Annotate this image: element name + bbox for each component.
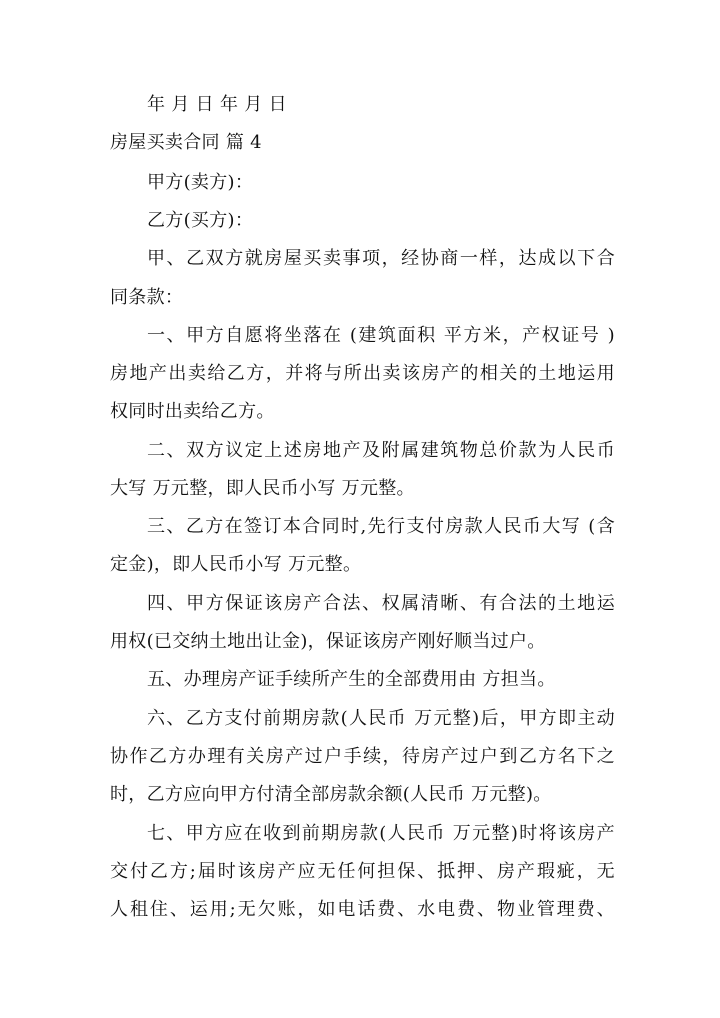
clause-7-line-1: 七、甲方应在收到前期房款(人民币 万元整)时将该房产 — [147, 823, 615, 844]
clause-2-line-1: 二、双方议定上述房地产及附属建筑物总价款为人民币 — [147, 440, 615, 461]
clause-2-line-2: 大写 万元整，即人民币小写 万元整。 — [110, 478, 415, 499]
clause-7-line-2: 交付乙方;届时该房产应无任何担保、抵押、房产瑕疵，无 — [110, 861, 615, 882]
intro-paragraph-line-1: 甲、乙双方就房屋买卖事项，经协商一样，达成以下合 — [147, 248, 615, 269]
party-a-line: 甲方(卖方)： — [147, 172, 254, 193]
clause-6-line-3: 时，乙方应向甲方付清全部房款余额(人民币 万元整)。 — [110, 784, 552, 805]
clause-6-line-2: 协作乙方办理有关房产过户手续，待房产过户到乙方名下之 — [110, 746, 615, 767]
clause-1-line-3: 权同时出卖给乙方。 — [110, 401, 275, 422]
clause-7-line-3: 人租住、运用;无欠账，如电话费、水电费、物业管理费、 — [110, 899, 615, 920]
clause-4-line-1: 四、甲方保证该房产合法、权属清晰、有合法的土地运 — [147, 593, 615, 614]
clause-1-line-1: 一、甲方自愿将坐落在 (建筑面积 平方米，产权证号 ) — [147, 325, 615, 346]
party-b-line: 乙方(买方)： — [147, 210, 254, 231]
clause-4-line-2: 用权(已交纳土地出让金)，保证该房产刚好顺当过户。 — [110, 631, 546, 652]
clause-3-line-1: 三、乙方在签订本合同时,先行支付房款人民币大写 (含 — [147, 516, 615, 537]
intro-paragraph-line-2: 同条款： — [110, 287, 184, 308]
clause-1-line-2: 房地产出卖给乙方，并将与所出卖该房产的相关的土地运用 — [110, 363, 615, 384]
clause-5-line-1: 五、办理房产证手续所产生的全部费用由 方担当。 — [147, 669, 556, 690]
clause-6-line-1: 六、乙方支付前期房款(人民币 万元整)后，甲方即主动 — [147, 708, 615, 729]
clause-3-line-2: 定金)，即人民币小写 万元整。 — [110, 554, 362, 575]
contract-title: 房屋买卖合同 篇 4 — [110, 132, 262, 153]
date-line: 年 月 日 年 月 日 — [147, 94, 287, 115]
